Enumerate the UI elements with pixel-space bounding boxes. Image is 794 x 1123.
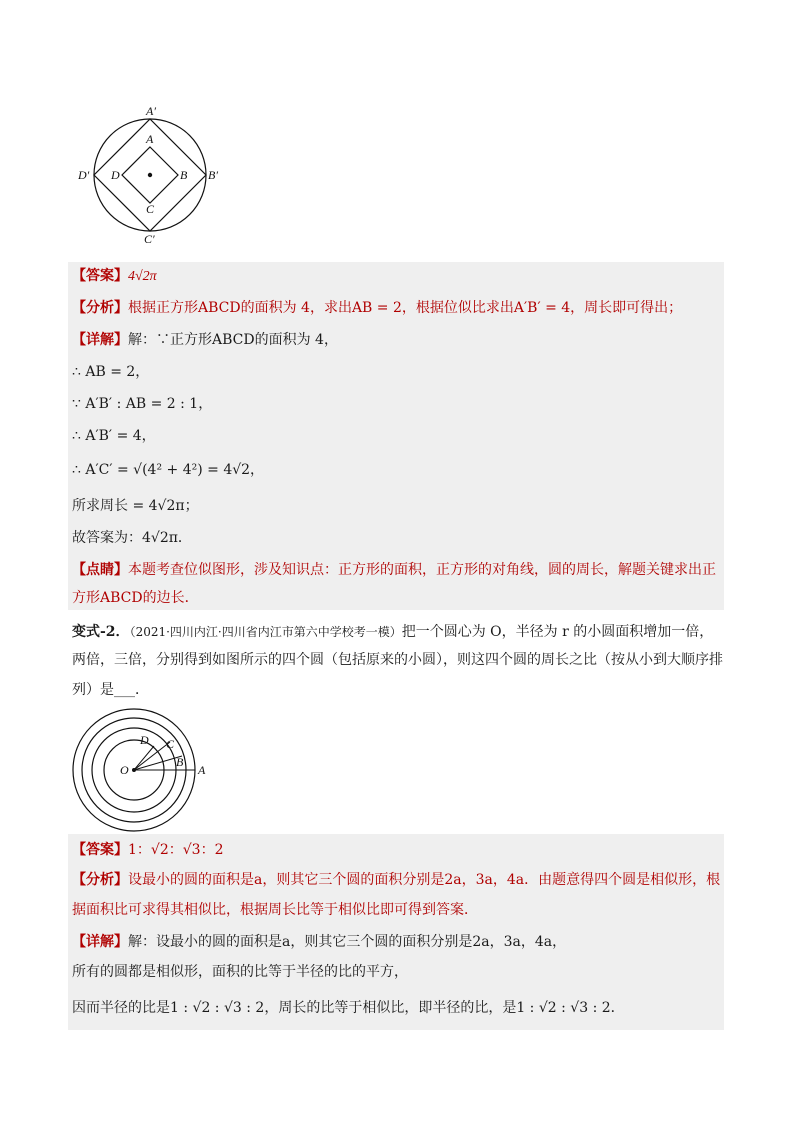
analysis-row-2 — [72, 870, 722, 890]
detail-line: 所求周长 = 4√2π； — [72, 498, 199, 514]
problem-2-line-3: 列）是___． — [72, 682, 149, 698]
label-b: B — [180, 168, 188, 182]
answer-label: 【答案】 — [72, 842, 128, 858]
detail-text-3: 因而半径的比是1 : √2 : √3 : 2，周长的比等于相似比，即半径的比，是1 : √2 : √3 : 2． — [72, 1000, 625, 1016]
label-d-prime: D′ — [78, 168, 90, 182]
label-a: A — [146, 132, 154, 146]
comment-row-1 — [72, 560, 722, 580]
label-d: D — [111, 168, 120, 182]
analysis-row-1 — [72, 298, 722, 318]
center-dot-o — [132, 768, 136, 772]
detail-line: 解：∵正方形ABCD的面积为 4， — [128, 332, 338, 348]
label-o: O — [120, 763, 129, 777]
label-d: D — [140, 733, 149, 747]
analysis-label: 【分析】 — [72, 872, 128, 888]
problem-source: （2021·四川内江·四川省内江市第六中学校考一模） — [129, 625, 402, 639]
comment-text-2: 方形ABCD的边长． — [72, 590, 199, 606]
label-a-prime: A′ — [146, 104, 156, 118]
answer-value: 4√2π — [128, 269, 157, 284]
detail-line: 故答案为：4√2π． — [72, 530, 192, 546]
detail-line: ∵ A′B′ : AB = 2 : 1， — [72, 396, 213, 412]
figure-concentric-circles — [68, 708, 218, 833]
detail-text-1: 解：设最小的圆的面积是a，则其它三个圆的面积分别是2a，3a，4a， — [128, 934, 567, 950]
analysis-label: 【分析】 — [72, 300, 128, 316]
detail-label: 【详解】 — [72, 332, 128, 348]
label-c: C — [166, 737, 175, 751]
answer-value: 1：√2：√3：2 — [128, 842, 224, 858]
detail-line: ∴ A′B′ = 4， — [72, 428, 156, 444]
detail-row-1 — [72, 330, 722, 350]
problem-2-line-2: 两倍，三倍，分别得到如图所示的四个圆（包括原来的小圆），则这四个圆的周长之比（按从小到大顺序排 — [72, 652, 723, 668]
radius-d — [134, 746, 154, 770]
radius-b — [134, 756, 182, 770]
label-b-prime: B′ — [208, 168, 218, 182]
comment-text-1: 本题考查位似图形，涉及知识点：正方形的面积，正方形的对角线，圆的周长，解题关键求出正 — [128, 562, 716, 578]
detail-line: ∴ A′C′ = √(4² + 4²) = 4√2， — [72, 462, 265, 478]
problem-2-line-1 — [72, 622, 722, 642]
analysis-text: 根据正方形ABCD的面积为 4，求出AB = 2，根据位似比求出A′B′ = 4，周长即可得出； — [128, 300, 683, 316]
problem-title: 变式-2． — [72, 624, 130, 640]
detail-label: 【详解】 — [72, 934, 128, 950]
problem-text-1: 把一个圆心为 O，半径为 r 的小圆面积增加一倍， — [401, 624, 714, 640]
answer-row-1 — [72, 266, 722, 287]
answer-label: 【答案】 — [72, 268, 128, 284]
label-a: A — [198, 763, 206, 777]
detail-text-2: 所有的圆都是相似形，面积的比等于半径的比的平方， — [72, 964, 408, 980]
center-dot — [148, 173, 152, 177]
label-c-prime: C′ — [144, 232, 155, 246]
analysis-text-2: 据面积比可求得其相似比，根据周长比等于相似比即可得到答案． — [72, 902, 478, 918]
analysis-text-1: 设最小的圆的面积是a，则其它三个圆的面积分别是2a，3a，4a．由题意得四个圆是相似形，根 — [128, 872, 721, 888]
answer-row-2 — [72, 840, 722, 860]
label-b: B — [176, 755, 184, 769]
figure-square-circle — [78, 100, 228, 250]
detail-row-2 — [72, 932, 722, 952]
comment-label: 【点睛】 — [72, 562, 128, 578]
detail-line: ∴ AB = 2， — [72, 364, 150, 380]
label-c: C — [146, 202, 155, 216]
